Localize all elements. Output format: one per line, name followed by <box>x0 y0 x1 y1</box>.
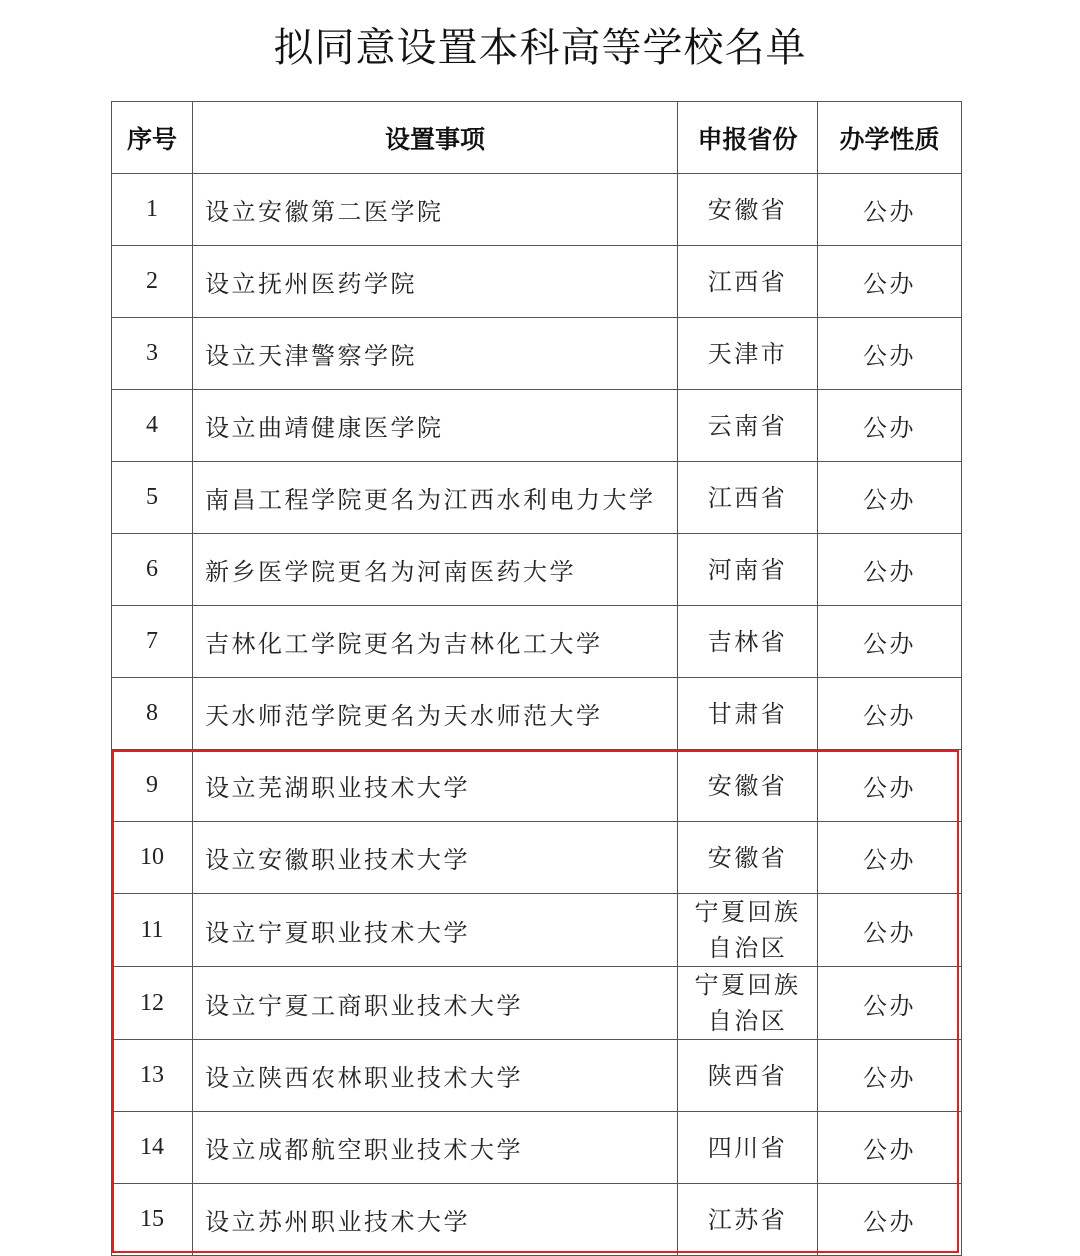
table-row <box>112 246 962 318</box>
row-type: 公办 <box>818 174 962 246</box>
row-num: 11 <box>112 894 193 967</box>
row-item: 设立宁夏职业技术大学 <box>193 894 678 967</box>
row-num: 8 <box>112 678 193 750</box>
row-province <box>678 967 818 1040</box>
row-item: 设立抚州医药学院 <box>193 246 678 318</box>
table-row <box>112 390 962 462</box>
row-province: 河南省 <box>678 534 818 606</box>
row-province: 天津市 <box>678 318 818 390</box>
table-header-row <box>112 102 962 174</box>
document-title: 拟同意设置本科高等学校名单 <box>273 25 807 71</box>
row-province: 吉林省 <box>678 606 818 678</box>
row-item: 设立曲靖健康医学院 <box>193 390 678 462</box>
table-row-highlighted <box>112 750 962 822</box>
row-type: 公办 <box>818 606 962 678</box>
row-province: 云南省 <box>678 390 818 462</box>
row-province: 陕西省 <box>678 1040 818 1112</box>
row-item: 设立安徽职业技术大学 <box>193 822 678 894</box>
table-row <box>112 318 962 390</box>
row-type: 公办 <box>818 894 962 967</box>
header-num: 序号 <box>112 102 193 174</box>
row-province: 安徽省 <box>678 822 818 894</box>
row-item: 设立天津警察学院 <box>193 318 678 390</box>
row-num: 2 <box>112 246 193 318</box>
table-row-highlighted <box>112 1112 962 1184</box>
row-item: 南昌工程学院更名为江西水利电力大学 <box>193 462 678 534</box>
row-item: 设立安徽第二医学院 <box>193 174 678 246</box>
row-item: 设立成都航空职业技术大学 <box>193 1112 678 1184</box>
row-num: 15 <box>112 1184 193 1256</box>
row-province: 安徽省 <box>678 174 818 246</box>
row-province: 安徽省 <box>678 750 818 822</box>
row-item: 设立芜湖职业技术大学 <box>193 750 678 822</box>
row-type: 公办 <box>818 967 962 1040</box>
row-num: 13 <box>112 1040 193 1112</box>
table-row <box>112 678 962 750</box>
row-type: 公办 <box>818 462 962 534</box>
row-item: 吉林化工学院更名为吉林化工大学 <box>193 606 678 678</box>
row-num: 10 <box>112 822 193 894</box>
row-type: 公办 <box>818 678 962 750</box>
row-type: 公办 <box>818 390 962 462</box>
row-item: 天水师范学院更名为天水师范大学 <box>193 678 678 750</box>
row-item: 新乡医学院更名为河南医药大学 <box>193 534 678 606</box>
row-type: 公办 <box>818 246 962 318</box>
row-type: 公办 <box>818 1184 962 1256</box>
row-type: 公办 <box>818 1112 962 1184</box>
row-type: 公办 <box>818 1040 962 1112</box>
table-row-highlighted <box>112 822 962 894</box>
row-num: 12 <box>112 967 193 1040</box>
row-item: 设立陕西农林职业技术大学 <box>193 1040 678 1112</box>
university-list-table <box>111 101 962 1256</box>
table-row-highlighted <box>112 894 962 967</box>
row-num: 14 <box>112 1112 193 1184</box>
province-line-2: 自治区 <box>707 934 788 962</box>
row-num: 7 <box>112 606 193 678</box>
province-line-2: 自治区 <box>707 1007 788 1035</box>
row-province <box>678 894 818 967</box>
province-line-1: 宁夏回族 <box>694 971 801 999</box>
table-row-highlighted <box>112 1184 962 1256</box>
row-num: 9 <box>112 750 193 822</box>
header-item: 设置事项 <box>193 102 678 174</box>
table-row <box>112 606 962 678</box>
row-num: 1 <box>112 174 193 246</box>
row-province: 江西省 <box>678 462 818 534</box>
table-row <box>112 462 962 534</box>
table-row <box>112 174 962 246</box>
row-num: 6 <box>112 534 193 606</box>
row-province: 四川省 <box>678 1112 818 1184</box>
row-province: 江苏省 <box>678 1184 818 1256</box>
province-line-1: 宁夏回族 <box>694 898 801 926</box>
header-type: 办学性质 <box>818 102 962 174</box>
row-num: 5 <box>112 462 193 534</box>
row-type: 公办 <box>818 534 962 606</box>
row-province: 江西省 <box>678 246 818 318</box>
row-type: 公办 <box>818 318 962 390</box>
row-province: 甘肃省 <box>678 678 818 750</box>
table-row-highlighted <box>112 967 962 1040</box>
row-num: 4 <box>112 390 193 462</box>
table-row-highlighted <box>112 1040 962 1112</box>
table-row <box>112 534 962 606</box>
header-province: 申报省份 <box>678 102 818 174</box>
row-item: 设立苏州职业技术大学 <box>193 1184 678 1256</box>
row-num: 3 <box>112 318 193 390</box>
row-type: 公办 <box>818 822 962 894</box>
row-type: 公办 <box>818 750 962 822</box>
row-item: 设立宁夏工商职业技术大学 <box>193 967 678 1040</box>
